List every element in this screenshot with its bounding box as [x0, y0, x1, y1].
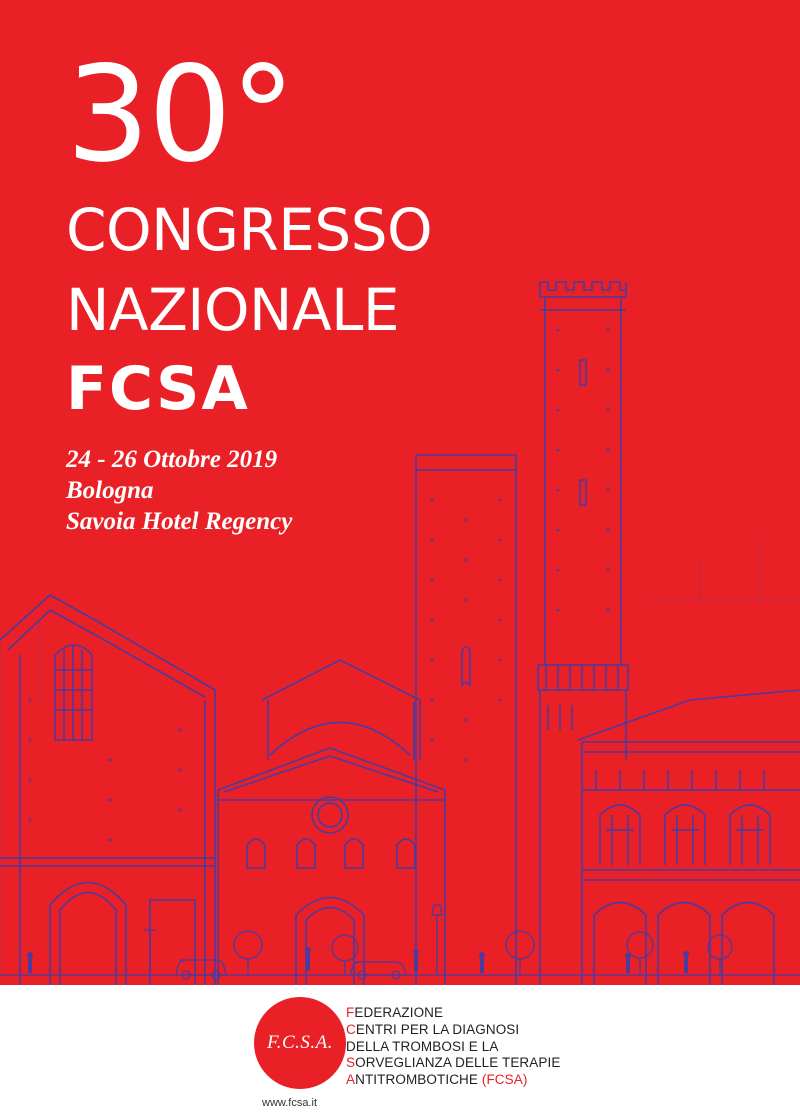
title-nazionale: NAZIONALE: [66, 276, 400, 344]
federation-name: [346, 1005, 560, 1089]
federation-line: CENTRI PER LA DIAGNOSI: [346, 1021, 520, 1037]
middle-church: [262, 660, 420, 760]
footer: [0, 985, 800, 1116]
right-palazzo: [578, 690, 800, 985]
federation-line: ANTITROMBOTICHE (FCSA): [346, 1072, 528, 1088]
edition-number: 30°: [66, 38, 294, 192]
federation-acronym: (FCSA): [481, 1072, 528, 1088]
title-fcsa: FCSA: [66, 354, 250, 424]
federation-line: SORVEGLIANZA DELLE TERAPIE: [346, 1055, 561, 1071]
event-dates: 24 - 26 Ottobre 2019: [66, 446, 278, 473]
federation-line: FEDERAZIONE: [346, 1005, 444, 1020]
federation-line: DELLA TROMBOSI E LA: [346, 1038, 499, 1054]
event-city: Bologna: [66, 477, 154, 504]
title-congresso: CONGRESSO: [66, 196, 433, 264]
website-link[interactable]: www.fcsa.it: [262, 1097, 318, 1109]
event-venue: Savoia Hotel Regency: [66, 508, 293, 535]
street-scene: [0, 905, 800, 979]
logo-text: F.C.S.A.: [267, 1032, 333, 1053]
left-church: [0, 595, 215, 985]
congress-title: [66, 40, 432, 428]
fcsa-logo: [254, 997, 346, 1089]
event-details: [66, 444, 292, 537]
